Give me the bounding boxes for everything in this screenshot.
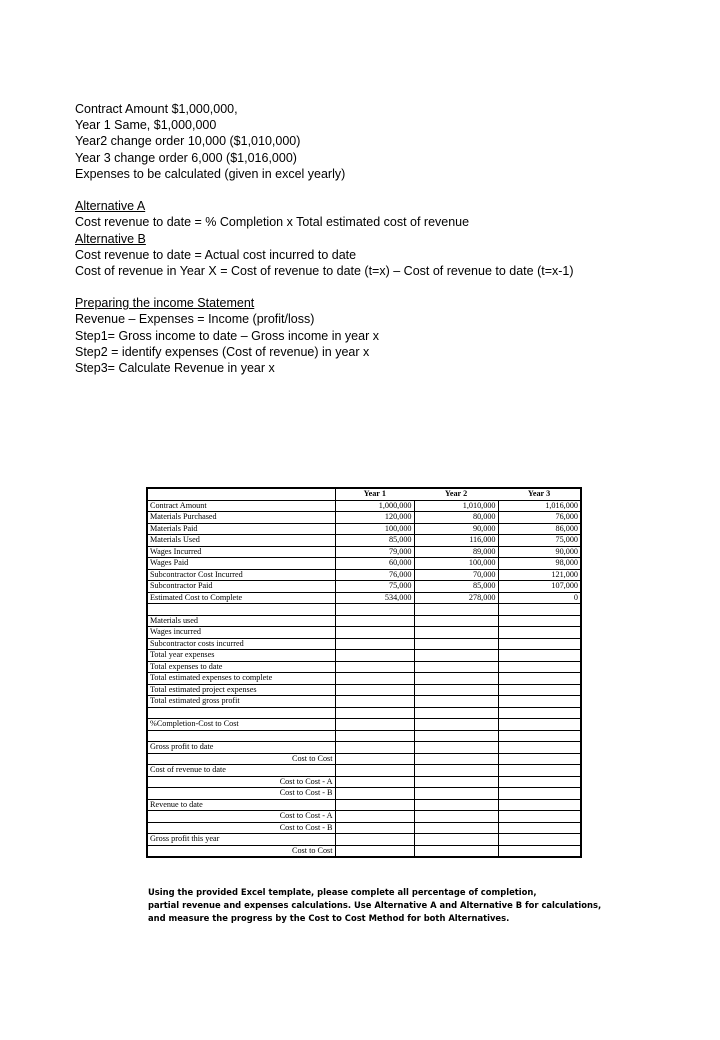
year1-line: Year 1 Same, $1,000,000 (75, 118, 217, 133)
input-cell-year-2 (414, 615, 498, 627)
table-row (147, 788, 581, 800)
value-cell-year-1: 85,000 (335, 535, 414, 547)
empty-cell (335, 604, 414, 616)
value-cell-year-3: 1,016,000 (498, 500, 581, 512)
value-cell-year-1: 100,000 (335, 523, 414, 535)
empty-cell (335, 707, 414, 719)
input-cell-year-2 (414, 650, 498, 662)
input-cell-year-3 (498, 765, 581, 777)
instructions-text (75, 101, 574, 376)
input-cell-year-2 (414, 673, 498, 685)
expenses-line: Expenses to be calculated (given in excel yearly) (75, 166, 346, 181)
row-label: Materials Purchased (147, 512, 335, 524)
value-cell-year-3: 75,000 (498, 535, 581, 547)
value-cell-year-1: 75,000 (335, 581, 414, 593)
row-label: Subcontractor Paid (147, 581, 335, 593)
row-label: Cost of revenue to date (147, 765, 335, 777)
row-label: Materials used (147, 615, 335, 627)
input-cell-year-3 (498, 684, 581, 696)
row-label: Cost to Cost (147, 753, 335, 765)
row-label: Revenue to date (147, 799, 335, 811)
step-3: Step3= Calculate Revenue in year x (75, 361, 275, 375)
year-header-2: Year 2 (414, 488, 498, 500)
input-cell-year-1 (335, 638, 414, 650)
input-cell-year-1 (335, 661, 414, 673)
value-cell-year-2: 89,000 (414, 546, 498, 558)
input-cell-year-1 (335, 822, 414, 834)
row-label: Materials Paid (147, 523, 335, 535)
income-formula: Revenue – Expenses = Income (profit/loss) (75, 312, 315, 327)
table-row (147, 546, 581, 558)
table-row (147, 822, 581, 834)
footer-line-1: Using the provided Excel template, please complete all percentage of completion, (148, 887, 537, 897)
empty-cell (414, 707, 498, 719)
year2-line: Year2 change order 10,000 ($1,010,000) (75, 134, 301, 149)
year-header-3: Year 3 (498, 488, 581, 500)
input-cell-year-3 (498, 834, 581, 846)
row-label: Subcontractor Cost Incurred (147, 569, 335, 581)
row-label: Gross profit this year (147, 834, 335, 846)
year3-line: Year 3 change order 6,000 ($1,016,000) (75, 150, 297, 165)
row-label: Estimated Cost to Complete (147, 592, 335, 604)
input-cell-year-2 (414, 661, 498, 673)
input-cell-year-2 (414, 719, 498, 731)
input-cell-year-3 (498, 696, 581, 708)
input-cell-year-3 (498, 845, 581, 857)
input-cell-year-1 (335, 834, 414, 846)
value-cell-year-1: 60,000 (335, 558, 414, 570)
table-row (147, 811, 581, 823)
value-cell-year-2: 116,000 (414, 535, 498, 547)
assignment-instructions (148, 886, 601, 925)
table-row (147, 661, 581, 673)
input-cell-year-3 (498, 742, 581, 754)
header-blank-cell (147, 488, 335, 500)
input-cell-year-3 (498, 799, 581, 811)
row-label: Cost to Cost - A (147, 776, 335, 788)
row-label: Subcontractor costs incurred (147, 638, 335, 650)
input-cell-year-1 (335, 673, 414, 685)
input-cell-year-1 (335, 696, 414, 708)
row-label: Total estimated gross profit (147, 696, 335, 708)
table-row (147, 500, 581, 512)
row-label: Total expenses to date (147, 661, 335, 673)
row-label: Cost to Cost (147, 845, 335, 857)
table-row (147, 845, 581, 857)
table-row (147, 523, 581, 535)
contract-amount-line: Contract Amount $1,000,000, (75, 102, 238, 116)
value-cell-year-3: 107,000 (498, 581, 581, 593)
table-row (147, 799, 581, 811)
input-cell-year-1 (335, 788, 414, 800)
input-cell-year-1 (335, 684, 414, 696)
empty-cell (335, 730, 414, 742)
input-cell-year-1 (335, 742, 414, 754)
table-row (147, 627, 581, 639)
alternative-b-formula-1: Cost revenue to date = Actual cost incurred to date (75, 247, 357, 262)
input-cell-year-1 (335, 776, 414, 788)
empty-cell (498, 730, 581, 742)
table-row (147, 581, 581, 593)
spreadsheet-table (146, 487, 582, 858)
step-1: Step1= Gross income to date – Gross income in year x (75, 328, 379, 343)
row-label: Total estimated expenses to complete (147, 673, 335, 685)
row-label: Cost to Cost - B (147, 822, 335, 834)
input-cell-year-1 (335, 615, 414, 627)
input-cell-year-1 (335, 753, 414, 765)
spacer-row (147, 707, 581, 719)
input-cell-year-3 (498, 615, 581, 627)
row-label: Wages Incurred (147, 546, 335, 558)
alternative-a-heading: Alternative A (75, 199, 146, 214)
table-row (147, 673, 581, 685)
input-cell-year-1 (335, 845, 414, 857)
footer-line-3: and measure the progress by the Cost to Cost Method for both Alternatives. (148, 913, 510, 923)
table-row (147, 719, 581, 731)
value-cell-year-1: 120,000 (335, 512, 414, 524)
value-cell-year-2: 100,000 (414, 558, 498, 570)
input-cell-year-2 (414, 799, 498, 811)
table-row (147, 650, 581, 662)
input-cell-year-2 (414, 765, 498, 777)
value-cell-year-2: 70,000 (414, 569, 498, 581)
empty-cell (498, 604, 581, 616)
table-row (147, 535, 581, 547)
input-cell-year-2 (414, 638, 498, 650)
input-cell-year-3 (498, 650, 581, 662)
table-row (147, 592, 581, 604)
spacer-row (147, 604, 581, 616)
input-cell-year-3 (498, 638, 581, 650)
row-label: Wages Paid (147, 558, 335, 570)
table-row (147, 776, 581, 788)
row-label: Gross profit to date (147, 742, 335, 754)
table-row (147, 569, 581, 581)
value-cell-year-1: 79,000 (335, 546, 414, 558)
input-cell-year-3 (498, 776, 581, 788)
input-cell-year-3 (498, 788, 581, 800)
value-cell-year-3: 121,000 (498, 569, 581, 581)
row-label: Cost to Cost - A (147, 811, 335, 823)
empty-cell (498, 707, 581, 719)
input-cell-year-2 (414, 742, 498, 754)
empty-cell (414, 730, 498, 742)
table-row (147, 696, 581, 708)
input-cell-year-3 (498, 822, 581, 834)
value-cell-year-3: 76,000 (498, 512, 581, 524)
row-label: Materials Used (147, 535, 335, 547)
empty-cell (147, 604, 335, 616)
value-cell-year-1: 76,000 (335, 569, 414, 581)
value-cell-year-3: 90,000 (498, 546, 581, 558)
input-cell-year-2 (414, 788, 498, 800)
input-cell-year-1 (335, 719, 414, 731)
input-cell-year-2 (414, 845, 498, 857)
table-row (147, 765, 581, 777)
input-cell-year-2 (414, 811, 498, 823)
alternative-b-heading: Alternative B (75, 231, 146, 246)
value-cell-year-3: 0 (498, 592, 581, 604)
year-header-1: Year 1 (335, 488, 414, 500)
input-cell-year-3 (498, 673, 581, 685)
input-cell-year-2 (414, 684, 498, 696)
input-cell-year-2 (414, 834, 498, 846)
empty-cell (414, 604, 498, 616)
table-row (147, 742, 581, 754)
table-row (147, 684, 581, 696)
value-cell-year-1: 534,000 (335, 592, 414, 604)
value-cell-year-2: 90,000 (414, 523, 498, 535)
input-cell-year-2 (414, 776, 498, 788)
input-cell-year-2 (414, 753, 498, 765)
value-cell-year-2: 85,000 (414, 581, 498, 593)
value-cell-year-2: 1,010,000 (414, 500, 498, 512)
input-cell-year-1 (335, 650, 414, 662)
input-cell-year-3 (498, 811, 581, 823)
empty-cell (147, 730, 335, 742)
row-label: Contract Amount (147, 500, 335, 512)
year-header-row (147, 488, 581, 500)
value-cell-year-3: 86,000 (498, 523, 581, 535)
alternative-a-formula: Cost revenue to date = % Completion x Total estimated cost of revenue (75, 215, 470, 230)
input-cell-year-2 (414, 627, 498, 639)
row-label: Cost to Cost - B (147, 788, 335, 800)
row-label: Wages incurred (147, 627, 335, 639)
input-cell-year-1 (335, 765, 414, 777)
input-cell-year-3 (498, 719, 581, 731)
table-row (147, 512, 581, 524)
empty-cell (147, 707, 335, 719)
income-statement-heading: Preparing the income Statement (75, 296, 255, 311)
input-cell-year-1 (335, 627, 414, 639)
row-label: Total estimated project expenses (147, 684, 335, 696)
value-cell-year-3: 98,000 (498, 558, 581, 570)
input-cell-year-3 (498, 661, 581, 673)
table-row (147, 753, 581, 765)
step-2: Step2 = identify expenses (Cost of revenue) in year x (75, 344, 370, 359)
value-cell-year-2: 80,000 (414, 512, 498, 524)
table-row (147, 834, 581, 846)
spacer-row (147, 730, 581, 742)
row-label: Total year expenses (147, 650, 335, 662)
table-row (147, 558, 581, 570)
input-cell-year-3 (498, 753, 581, 765)
input-cell-year-3 (498, 627, 581, 639)
input-cell-year-1 (335, 799, 414, 811)
alternative-b-formula-2: Cost of revenue in Year X = Cost of revenue to date (t=x) – Cost of revenue to date (t=x-1) (75, 263, 574, 278)
row-label: %Completion-Cost to Cost (147, 719, 335, 731)
value-cell-year-1: 1,000,000 (335, 500, 414, 512)
value-cell-year-2: 278,000 (414, 592, 498, 604)
table-row (147, 638, 581, 650)
input-cell-year-1 (335, 811, 414, 823)
footer-line-2: partial revenue and expenses calculations. Use Alternative A and Alternative B for calculations, (148, 900, 602, 910)
input-cell-year-2 (414, 822, 498, 834)
table-row (147, 615, 581, 627)
input-cell-year-2 (414, 696, 498, 708)
